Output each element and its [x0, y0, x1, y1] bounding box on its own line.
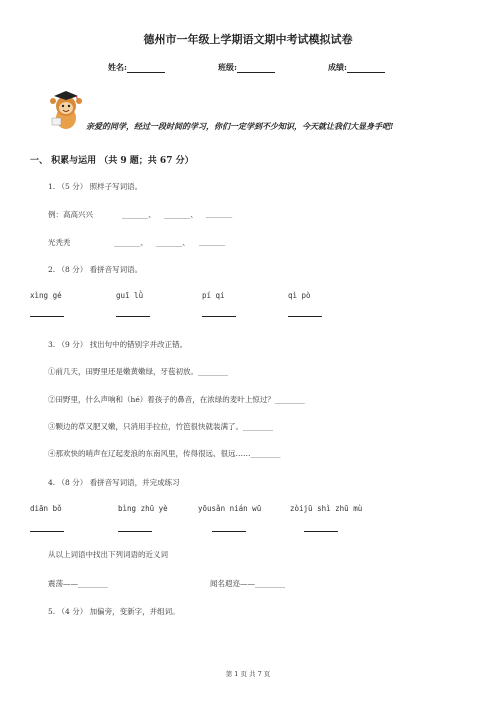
q1-example-answer-3: _______	[206, 209, 233, 218]
class-field	[218, 62, 275, 73]
class-label: 班级:	[218, 62, 237, 72]
q2-answer-line-2	[116, 316, 150, 317]
q3-item-1: ①前几天，田野里还是嫩黄嫩绿，牙苞初放。________	[48, 367, 228, 376]
score-blank	[347, 64, 385, 73]
q2-pinyin-2: guī lǜ	[116, 291, 144, 300]
q4-synonym-1: 震荡——________	[48, 579, 108, 588]
q1-example-answer-2: _______、	[164, 210, 198, 219]
q5-heading: 5. （4 分） 加偏旁，变新字，并组词。	[48, 607, 180, 616]
q3-item-4: ④那欢快的哨声在辽起麦浪的东南风里，传得很远、很远……________	[48, 449, 281, 458]
page-footer: 第 1 页 共 7 页	[225, 670, 271, 678]
q3-item-2: ②田野里，什么声响和（hé）着孩子的鼻音，在浓绿的麦叶上惊过？________	[48, 395, 305, 404]
q2-answer-line-3	[202, 316, 236, 317]
monkey-scholar-icon	[44, 88, 88, 134]
q4-answer-line-2	[118, 531, 152, 532]
q4-pinyin-4: zòijū shì zhū mù	[290, 504, 363, 513]
class-blank	[237, 64, 275, 73]
q2-heading: 2. （8 分） 看拼音写词语。	[48, 265, 143, 274]
name-blank	[127, 64, 165, 73]
section-heading: 一、 积累与运用 （共 9 题；共 67 分）	[30, 156, 194, 166]
q4-answer-line-3	[212, 531, 246, 532]
q1-example-label: 例：高高兴兴	[48, 210, 93, 219]
q4-subquestion: 从以上词语中找出下列词语的近义词	[48, 550, 168, 559]
exam-title: 德州市一年级上学期语文期中考试模拟试卷	[143, 33, 353, 46]
intro-text: 亲爱的同学，经过一段时间的学习，你们一定学到不少知识，今天就让我们大显身手吧!	[86, 121, 394, 131]
q1-item-answer-1: _______、	[114, 238, 148, 247]
score-label: 成绩:	[328, 62, 347, 72]
score-field	[328, 62, 385, 73]
q1-item-label: 光秃秃	[48, 238, 71, 247]
q3-item-3: ③颗边的草又肥又嫩，只消用手拉拉，竹笆很快就装满了。________	[48, 422, 273, 431]
q4-heading: 4. （8 分） 看拼音写词语，并完成练习	[48, 478, 180, 487]
q1-item-answer-2: _______、	[156, 238, 190, 247]
name-field	[108, 62, 165, 73]
q4-pinyin-2: bìng zhū yè	[118, 504, 168, 513]
q4-pinyin-1: diān bǒ	[30, 504, 62, 513]
q4-synonym-2: 闻名遐迩——________	[210, 579, 285, 588]
q2-pinyin-1: xìng gé	[30, 291, 62, 300]
q3-heading: 3. （9 分） 找出句中的错别字并改正错。	[48, 340, 188, 349]
q1-example-answer-1: _______、	[122, 210, 156, 219]
q2-answer-line-4	[288, 316, 322, 317]
q4-pinyin-3: yōusǎn nián wū	[198, 504, 262, 513]
q2-pinyin-3: pí qi	[202, 291, 225, 300]
q2-pinyin-4: qì pò	[288, 291, 311, 300]
name-label: 姓名:	[108, 62, 127, 72]
q4-answer-line-1	[30, 531, 64, 532]
q4-answer-line-4	[304, 531, 338, 532]
q2-answer-line-1	[30, 316, 64, 317]
q1-heading: 1. （5 分） 照样子写词语。	[48, 182, 143, 191]
q1-item-answer-3: _______	[199, 237, 226, 246]
